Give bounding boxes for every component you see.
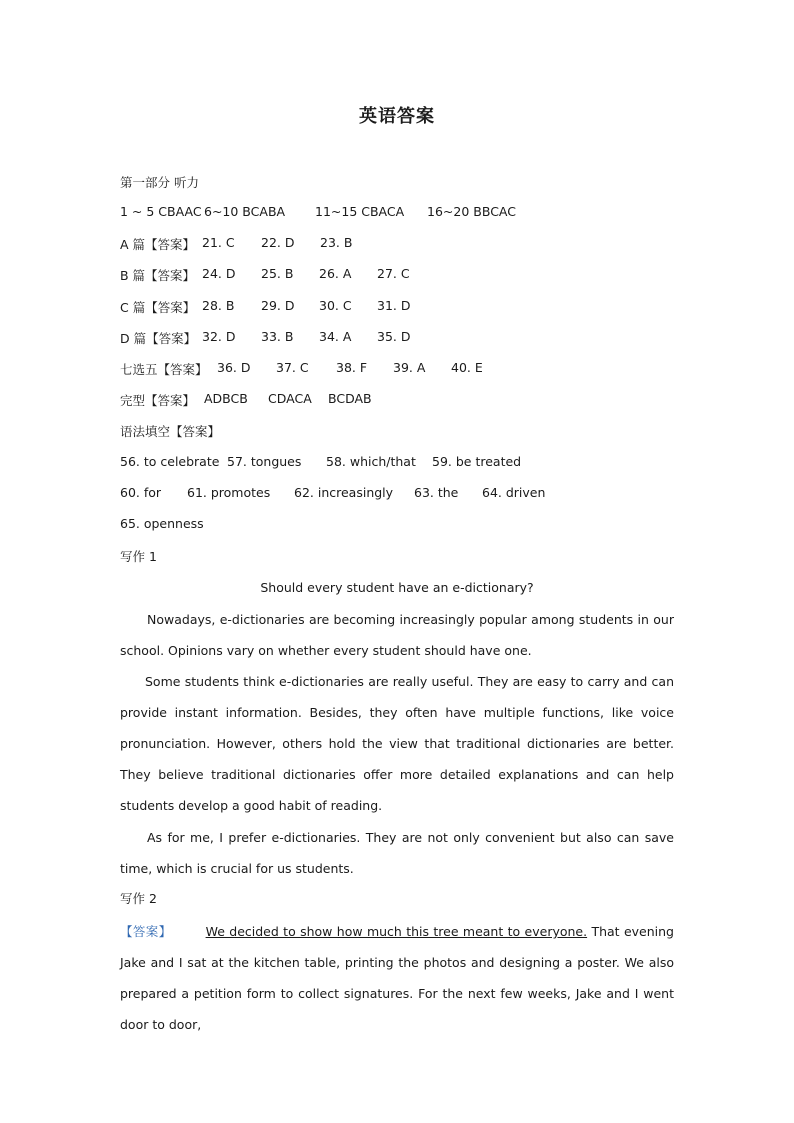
answer-item: 22. D <box>261 235 295 250</box>
answer-group: ADBCB <box>204 391 248 406</box>
reading-label: A 篇【答案】 <box>120 237 196 252</box>
answer-item: 31. D <box>377 298 411 313</box>
answer-group: BCDAB <box>328 391 372 406</box>
answer-item: 23. B <box>320 235 353 250</box>
answer-item: 38. F <box>336 360 368 375</box>
answer-item: 62. increasingly <box>294 485 394 500</box>
essay-paragraph-1: Nowadays, e-dictionaries are becoming increasingly popular among students in our school. Opinions vary on whether every student should have one. <box>120 612 674 658</box>
answer-item: 29. D <box>261 298 295 313</box>
reading-d-row <box>120 329 794 349</box>
cloze-row <box>120 391 794 411</box>
page-title: 英语答案 <box>359 106 435 127</box>
answer-item: 27. C <box>377 266 410 281</box>
reading-b-row <box>120 266 794 286</box>
section-label: 完型【答案】 <box>120 393 196 408</box>
essay-title: Should every student have an e-dictionary? <box>260 580 534 595</box>
writing2-heading: 写作 2 <box>120 891 157 906</box>
continuation-text: That evening Jake and I sat at the kitchen table, printing the photos and designing a poster. We also prepared a petition form to collect signatures. For the next few weeks, Jake and I went door to door, <box>120 924 674 1032</box>
answer-item: 24. D <box>202 266 236 281</box>
answer-item: 61. promotes <box>187 485 271 500</box>
grammar-row-1 <box>120 454 794 474</box>
answer-item: 21. C <box>202 235 235 250</box>
answer-item: 26. A <box>319 266 352 281</box>
answer-item: 56. to celebrate <box>120 454 220 469</box>
reading-label: D 篇【答案】 <box>120 331 197 346</box>
answer-item: 39. A <box>393 360 426 375</box>
grammar-row-2 <box>120 485 794 505</box>
answer-item: 32. D <box>202 329 236 344</box>
essay-paragraph-3: As for me, I prefer e-dictionaries. They are not only convenient but also can save time, which is crucial for us students. <box>120 830 674 876</box>
answer-item: 35. D <box>377 329 411 344</box>
answer-item: 25. B <box>261 266 294 281</box>
answer-item: 64. driven <box>482 485 546 500</box>
answer-item: 37. C <box>276 360 309 375</box>
listening-group: 1 ~ 5 CBAAC <box>120 204 202 219</box>
listening-group: 6~10 BCABA <box>204 204 286 219</box>
reading-label: B 篇【答案】 <box>120 268 196 283</box>
answer-item: 63. the <box>414 485 459 500</box>
essay-paragraph-2: Some students think e-dictionaries are really useful. They are easy to carry and can provide instant information. Besides, they often have multiple functions, like voice pronunciation. However, others hold the view that traditional dictionaries are better. They believe traditional dictionaries offer more detailed explanations and can help students develop a good habit of reading. <box>120 674 674 813</box>
writing1-heading: 写作 1 <box>120 549 157 564</box>
answer-item: 36. D <box>217 360 251 375</box>
answer-item: 59. be treated <box>432 454 522 469</box>
writing2-answer <box>120 916 674 1040</box>
answer-item: 40. E <box>451 360 483 375</box>
answer-item: 28. B <box>202 298 235 313</box>
answer-item: 60. for <box>120 485 162 500</box>
reading-c-row <box>120 298 794 318</box>
answer-item: 33. B <box>261 329 294 344</box>
answer-group: CDACA <box>268 391 312 406</box>
grammar-heading: 语法填空【答案】 <box>120 424 221 439</box>
listening-group: 11~15 CBACA <box>315 204 405 219</box>
grammar-row-3 <box>120 516 794 536</box>
listening-heading: 第一部分 听力 <box>120 175 199 190</box>
listening-group: 16~20 BBCAC <box>427 204 516 219</box>
answer-item: 30. C <box>319 298 352 313</box>
section-label: 七选五【答案】 <box>120 362 208 377</box>
given-sentence: We decided to show how much this tree meant to everyone. <box>205 924 588 939</box>
answer-item: 57. tongues <box>227 454 302 469</box>
answer-item: 34. A <box>319 329 352 344</box>
listening-answers-row <box>120 204 794 224</box>
reading-label: C 篇【答案】 <box>120 300 196 315</box>
answer-tag: 【答案】 <box>120 924 172 939</box>
reading-a-row <box>120 235 794 255</box>
answer-item: 58. which/that <box>326 454 416 469</box>
seven-choose-five-row <box>120 360 794 380</box>
answer-item: 65. openness <box>120 516 204 531</box>
